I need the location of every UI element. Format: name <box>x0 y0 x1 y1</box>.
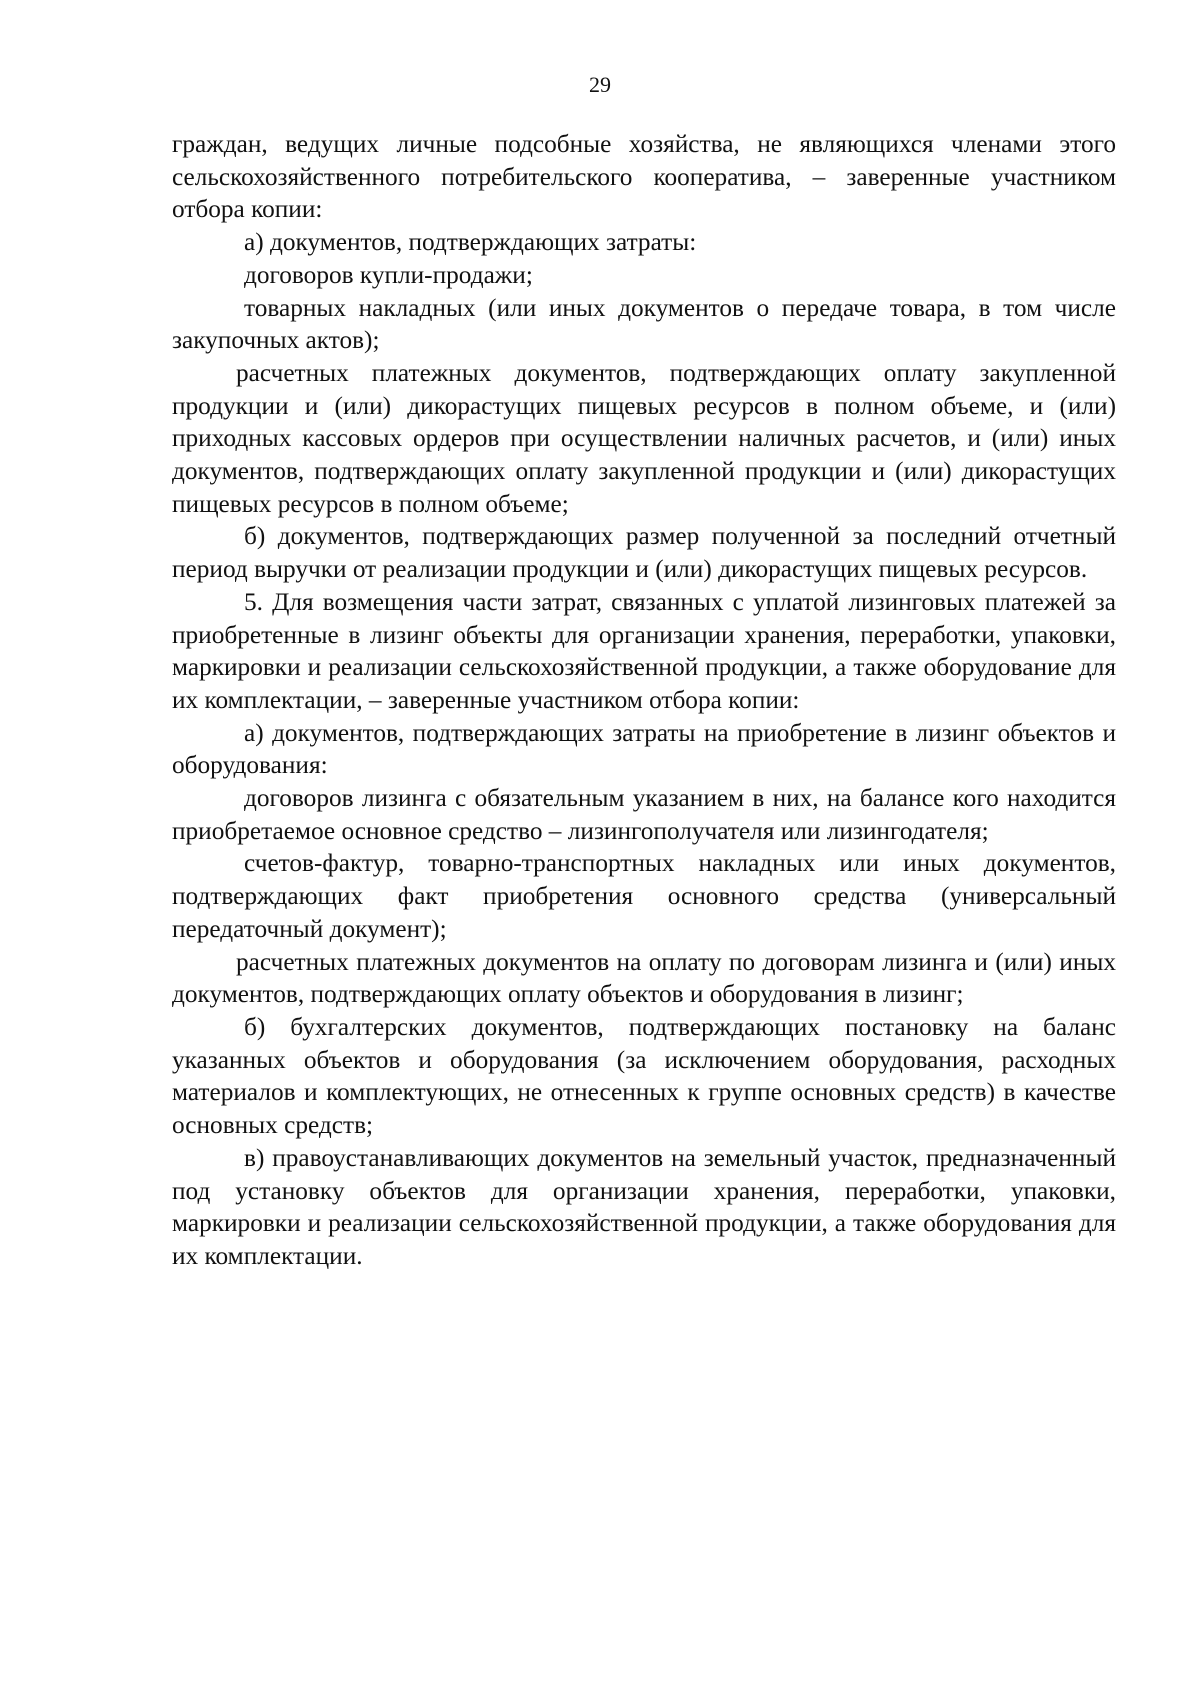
paragraph-section-5-item-b: б) бухгалтерских документов, подтверждающих постановку на баланс указанных объектов и оборудования (за исключением оборудования, расходных материалов и комплектующих, не отнесенных к группе основных средств) в качестве основных средств; <box>172 1012 1116 1140</box>
paragraph-sale-contracts: договоров купли-продажи; <box>244 260 533 289</box>
paragraph-waybills: товарных накладных (или иных документов о передаче товара, в том числе закупочных актов); <box>172 293 1116 355</box>
document-body <box>172 128 1116 1273</box>
page-number: 29 <box>589 72 611 97</box>
paragraph-section-5: 5. Для возмещения части затрат, связанных с уплатой лизинговых платежей за приобретенные в лизинг объекты для организации хранения, переработки, упаковки, маркировки и реализации сельскохозяйственной продукции, а также оборудование для их комплектации, – заверенные участником отбора копии: <box>172 587 1116 714</box>
paragraph-leasing-payments: расчетных платежных документов на оплату по договорам лизинга и (или) иных документов, подтверждающих оплату объектов и оборудования в лизинг; <box>172 947 1116 1009</box>
paragraph-item-a: а) документов, подтверждающих затраты: <box>244 228 697 257</box>
paragraph-item-b: б) документов, подтверждающих размер полученной за последний отчетный период выручки от реализации продукции и (или) дикорастущих пищевых ресурсов. <box>172 522 1116 584</box>
paragraph-leasing-contracts: договоров лизинга с обязательным указанием в них, на балансе кого находится приобретаемое основное средство – лизингополучателя или лизингодателя; <box>172 784 1116 845</box>
paragraph-continuation: граждан, ведущих личные подсобные хозяйства, не являющихся членами этого сельскохозяйственного потребительского кооператива, – заверенные участником отбора копии: <box>172 130 1116 224</box>
paragraph-section-5-item-a: а) документов, подтверждающих затраты на приобретение в лизинг объектов и оборудования: <box>172 718 1116 780</box>
paragraph-invoices: счетов-фактур, товарно-транспортных накладных или иных документов, подтверждающих факт приобретения основного средства (универсальный передаточный документ); <box>172 849 1116 943</box>
paragraph-section-5-item-v: в) правоустанавливающих документов на земельный участок, предназначенный под установку объектов для организации хранения, переработки, упаковки, маркировки и реализации сельскохозяйственной продукции, а также оборудования для их комплектации. <box>172 1143 1116 1270</box>
paragraph-payment-documents: расчетных платежных документов, подтверждающих оплату закупленной продукции и (или) дикорастущих пищевых ресурсов в полном объеме, и (или) приходных кассовых ордеров при осуществлении наличных расчетов, и (или) иных документов, подтверждающих оплату закупленной продукции и (или) дикорастущих пищевых ресурсов в полном объеме; <box>172 358 1116 518</box>
